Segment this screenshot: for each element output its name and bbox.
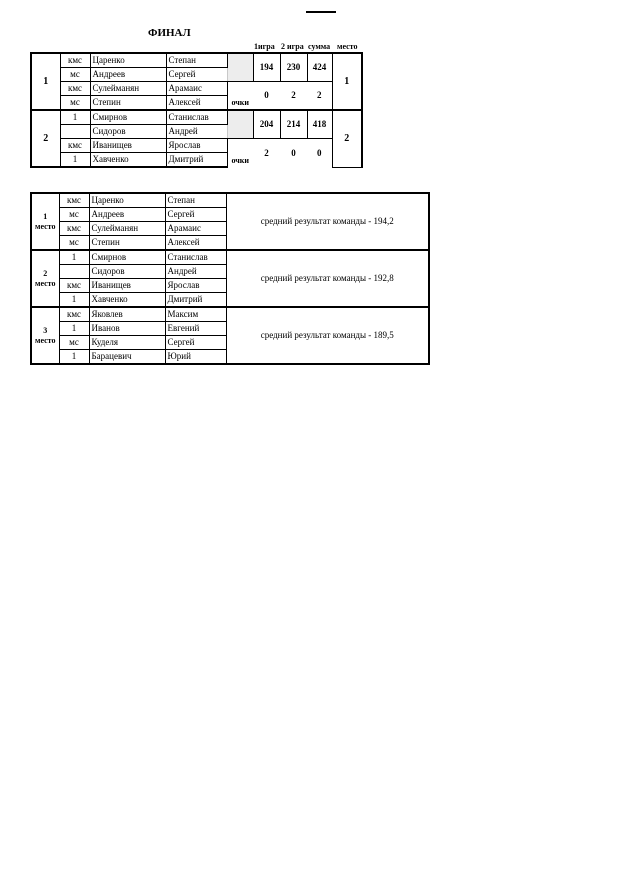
player-rank: кмс bbox=[60, 53, 90, 68]
points-sum: 2 bbox=[317, 90, 322, 100]
player-lastname: Степин bbox=[89, 236, 165, 251]
player-firstname: Юрий bbox=[165, 350, 226, 365]
result-place-number: 1 bbox=[43, 211, 48, 221]
player-lastname: Яковлев bbox=[89, 307, 165, 322]
result-place-word: место bbox=[35, 221, 56, 231]
player-rank: кмс bbox=[60, 82, 90, 96]
player-rank: кмс bbox=[59, 307, 89, 322]
player-firstname: Станислав bbox=[165, 250, 226, 265]
result-place bbox=[31, 193, 59, 250]
team-average: средний результат команды - 194,2 bbox=[226, 193, 429, 250]
player-firstname: Алексей bbox=[165, 236, 226, 251]
player-firstname: Сергей bbox=[166, 68, 227, 82]
player-rank: мс bbox=[60, 96, 90, 111]
player-firstname: Андрей bbox=[165, 265, 226, 279]
player-rank: 1 bbox=[60, 153, 90, 168]
player-firstname: Сергей bbox=[165, 208, 226, 222]
results-row bbox=[31, 250, 429, 265]
result-place bbox=[31, 250, 59, 307]
player-firstname: Ярослав bbox=[166, 139, 227, 153]
player-rank: кмс bbox=[59, 222, 89, 236]
player-lastname: Иванищев bbox=[90, 139, 166, 153]
player-lastname: Иванищев bbox=[89, 279, 165, 293]
header-sum: сумма bbox=[308, 42, 331, 51]
player-firstname: Алексей bbox=[166, 96, 227, 111]
player-firstname: Дмитрий bbox=[166, 153, 227, 168]
team-average: средний результат команды - 192,8 bbox=[226, 250, 429, 307]
result-place-word: место bbox=[35, 335, 56, 345]
points-game1: 2 bbox=[264, 147, 269, 158]
team-place: 2 bbox=[332, 110, 362, 167]
player-rank: 1 bbox=[59, 322, 89, 336]
player-rank: мс bbox=[59, 236, 89, 251]
player-rank bbox=[59, 265, 89, 279]
results-table bbox=[30, 192, 430, 365]
player-rank bbox=[60, 125, 90, 139]
game1-score: 204 bbox=[253, 110, 280, 139]
team-average: средний результат команды - 189,5 bbox=[226, 307, 429, 364]
team-number: 1 bbox=[31, 53, 60, 110]
header-place: место bbox=[337, 42, 358, 51]
game1-score: 194 bbox=[253, 53, 280, 82]
final-row bbox=[31, 139, 362, 153]
final-row bbox=[31, 53, 362, 68]
player-lastname: Хавченко bbox=[90, 153, 166, 168]
player-rank: 1 bbox=[60, 110, 90, 125]
player-lastname: Царенко bbox=[90, 53, 166, 68]
header-game1: 1игра bbox=[254, 42, 275, 51]
header-game2: 2 игра bbox=[281, 42, 304, 51]
player-lastname: Иванов bbox=[89, 322, 165, 336]
player-firstname: Сергей bbox=[165, 336, 226, 350]
player-firstname: Степан bbox=[165, 193, 226, 208]
points-sum: 0 bbox=[317, 147, 322, 158]
player-firstname: Степан bbox=[166, 53, 227, 68]
player-lastname: Куделя bbox=[89, 336, 165, 350]
player-lastname: Сулейманян bbox=[89, 222, 165, 236]
player-rank: мс bbox=[60, 68, 90, 82]
player-lastname: Хавченко bbox=[89, 293, 165, 308]
player-lastname: Сулейманян bbox=[90, 82, 166, 96]
game2-score: 214 bbox=[280, 110, 307, 139]
points-game1: 0 bbox=[264, 90, 269, 100]
player-firstname: Ярослав bbox=[165, 279, 226, 293]
player-rank: 1 bbox=[59, 350, 89, 365]
player-lastname: Степин bbox=[90, 96, 166, 111]
results-row bbox=[31, 307, 429, 322]
player-rank: мс bbox=[59, 208, 89, 222]
team-place: 1 bbox=[332, 53, 362, 110]
final-row bbox=[31, 110, 362, 125]
player-lastname: Царенко bbox=[89, 193, 165, 208]
results-row bbox=[31, 193, 429, 208]
result-place bbox=[31, 307, 59, 364]
top-rule bbox=[306, 11, 336, 13]
points-label: очки bbox=[227, 82, 253, 111]
player-lastname: Барацевич bbox=[89, 350, 165, 365]
sum-score: 418 bbox=[307, 110, 332, 139]
team-number: 2 bbox=[31, 110, 60, 167]
sum-score: 424 bbox=[307, 53, 332, 82]
player-rank: кмс bbox=[60, 139, 90, 153]
player-firstname: Станислав bbox=[166, 110, 227, 125]
player-rank: 1 bbox=[59, 250, 89, 265]
player-rank: кмс bbox=[59, 279, 89, 293]
player-lastname: Смирнов bbox=[89, 250, 165, 265]
player-rank: 1 bbox=[59, 293, 89, 308]
player-firstname: Максим bbox=[165, 307, 226, 322]
result-place-number: 3 bbox=[43, 325, 48, 335]
points-game2: 2 bbox=[291, 90, 296, 100]
player-firstname: Андрей bbox=[166, 125, 227, 139]
score-spacer bbox=[227, 53, 253, 82]
result-place-number: 2 bbox=[43, 268, 48, 278]
player-firstname: Дмитрий bbox=[165, 293, 226, 308]
points-label: очки bbox=[227, 139, 253, 168]
result-place-word: место bbox=[35, 278, 56, 288]
player-rank: кмс bbox=[59, 193, 89, 208]
player-firstname: Евгений bbox=[165, 322, 226, 336]
score-spacer bbox=[227, 110, 253, 139]
player-rank: мс bbox=[59, 336, 89, 350]
final-table bbox=[30, 52, 363, 168]
player-lastname: Андреев bbox=[90, 68, 166, 82]
player-firstname: Арамаис bbox=[166, 82, 227, 96]
page-title: ФИНАЛ bbox=[148, 27, 191, 39]
player-lastname: Смирнов bbox=[90, 110, 166, 125]
player-lastname: Андреев bbox=[89, 208, 165, 222]
points-game2: 0 bbox=[291, 147, 296, 158]
player-lastname: Сидоров bbox=[90, 125, 166, 139]
player-firstname: Арамаис bbox=[165, 222, 226, 236]
game2-score: 230 bbox=[280, 53, 307, 82]
player-lastname: Сидоров bbox=[89, 265, 165, 279]
final-row bbox=[31, 82, 362, 96]
